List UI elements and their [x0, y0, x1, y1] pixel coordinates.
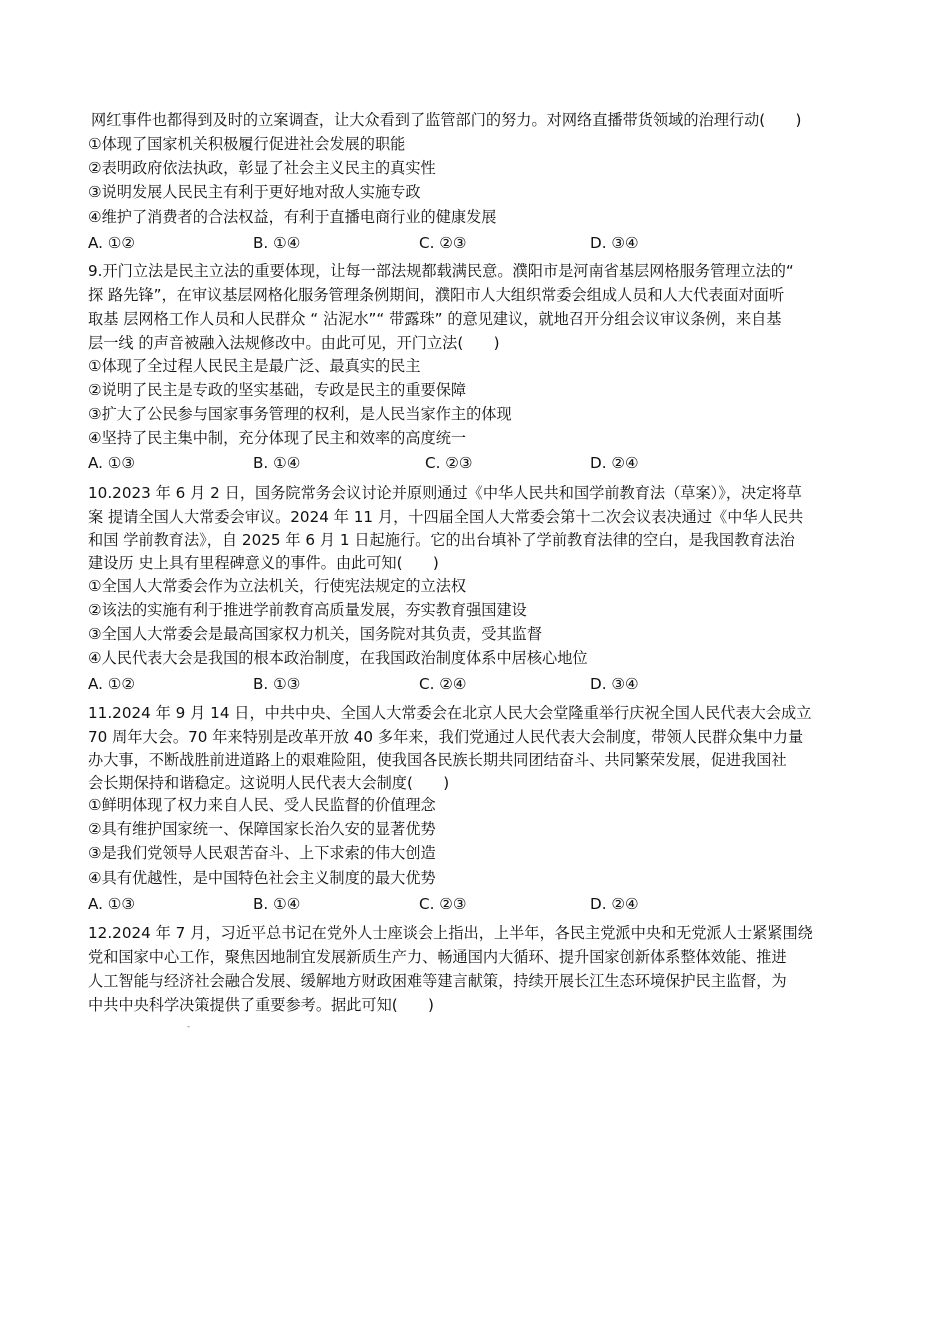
q9-stem-line-4: 层一线 的声音被融入法规修改中。由此可见，开门立法( ) — [88, 334, 500, 352]
q9-statement-3: ③扩大了公民参与国家事务管理的权利，是人民当家作主的体现 — [88, 405, 512, 423]
q8-choice-d[interactable]: D. ③④ — [590, 234, 639, 252]
q10-statement-4: ④人民代表大会是我国的根本政治制度，在我国政治制度体系中居核心地位 — [88, 649, 588, 667]
q8-stem-tail: 网红事件也都得到及时的立案调查，让大众看到了监管部门的努力。对网络直播带货领域的治理行动( ) — [91, 111, 802, 129]
q9-choice-b[interactable]: B. ①④ — [253, 454, 301, 472]
q12-stem-line-1: 12.2024 年 7 月，习近平总书记在党外人士座谈会上指出，上半年，各民主党派中央和无党派人士紧紧围绕 — [88, 924, 813, 942]
q8-statement-3: ③说明发展人民民主有利于更好地对敌人实施专政 — [88, 183, 421, 201]
q9-statement-2: ②说明了民主是专政的坚实基础，专政是民主的重要保障 — [88, 381, 467, 399]
q9-stem-line-2: 探 路先锋”，在审议基层网格化服务管理条例期间，濮阳市人大组织常委会组成人员和人大代表面对面听 — [88, 286, 785, 304]
q11-statement-1: ①鲜明体现了权力来自人民、受人民监督的价值理念 — [88, 796, 436, 814]
q8-choice-b[interactable]: B. ①④ — [253, 234, 301, 252]
q8-statement-4: ④维护了消费者的合法权益，有利于直播电商行业的健康发展 — [88, 208, 497, 226]
q11-stem-line-3: 办大事，不断战胜前进道路上的艰难险阻，使我国各民族长期共同团结奋斗、共同繁荣发展，促进我国社 — [88, 751, 787, 769]
q10-choice-c[interactable]: C. ②④ — [419, 675, 467, 693]
q10-statement-3: ③全国人大常委会是最高国家权力机关，国务院对其负责，受其监督 — [88, 625, 543, 643]
q10-choice-d[interactable]: D. ③④ — [590, 675, 639, 693]
q11-choice-d[interactable]: D. ②④ — [590, 895, 639, 913]
q8-statement-1: ①体现了国家机关积极履行促进社会发展的职能 — [88, 135, 406, 153]
q11-stem-line-2: 70 周年大会。70 年来特别是改革开放 40 多年来，我们党通过人民代表大会制度，带领人民群众集中力量 — [88, 728, 804, 746]
q9-choice-a[interactable]: A. ①③ — [88, 454, 136, 472]
q10-stem-line-4: 建设历 史上具有里程碑意义的事件。由此可知( ) — [88, 554, 439, 572]
q11-statement-2: ②具有维护国家统一、保障国家长治久安的显著优势 — [88, 820, 436, 838]
q8-choice-c[interactable]: C. ②③ — [419, 234, 467, 252]
q12-stem-line-4: 中共中央科学决策提供了重要参考。据此可知( ) — [88, 996, 434, 1014]
q10-statement-1: ①全国人大常委会作为立法机关，行使宪法规定的立法权 — [88, 577, 467, 595]
q11-stem-line-4: 会长期保持和谐稳定。这说明人民代表大会制度( ) — [88, 774, 450, 792]
q11-statement-3: ③是我们党领导人民艰苦奋斗、上下求索的伟大创造 — [88, 844, 436, 862]
q9-choice-d[interactable]: D. ②④ — [590, 454, 639, 472]
q9-choice-c[interactable]: C. ②③ — [425, 454, 473, 472]
q12-stem-line-3: 人工智能与经济社会融合发展、缓解地方财政困难等建言献策，持续开展长江生态环境保护民主监督，为 — [88, 972, 787, 990]
q8-statement-2: ②表明政府依法执政，彰显了社会主义民主的真实性 — [88, 159, 436, 177]
q10-stem-line-1: 10.2023 年 6 月 2 日，国务院常务会议讨论并原则通过《中华人民共和国学前教育法（草案）》，决定将草 — [88, 484, 802, 502]
q10-choice-a[interactable]: A. ①② — [88, 675, 136, 693]
q11-stem-line-1: 11.2024 年 9 月 14 日，中共中央、全国人大常委会在北京人民大会堂隆重举行庆祝全国人民代表大会成立 — [88, 704, 812, 722]
q9-stem-line-1: 9.开门立法是民主立法的重要体现，让每一部法规都载满民意。濮阳市是河南省基层网格服务管理立法的“ — [88, 262, 794, 280]
q11-choice-c[interactable]: C. ②③ — [419, 895, 467, 913]
q10-stem-line-2: 案 提请全国人大常委会审议。2024 年 11 月，十四届全国人大常委会第十二次会议表决通过《中华人民共 — [88, 508, 804, 526]
q10-choice-b[interactable]: B. ①③ — [253, 675, 301, 693]
q9-statement-1: ①体现了全过程人民民主是最广泛、最真实的民主 — [88, 357, 421, 375]
q11-choice-b[interactable]: B. ①④ — [253, 895, 301, 913]
q11-statement-4: ④具有优越性，是中国特色社会主义制度的最大优势 — [88, 869, 436, 887]
q10-statement-2: ②该法的实施有利于推进学前教育高质量发展，夯实教育强国建设 — [88, 601, 527, 619]
q10-stem-line-3: 和国 学前教育法》，自 2025 年 6 月 1 日起施行。它的出台填补了学前教育法律的空白，是我国教育法治 — [88, 531, 795, 549]
stray-mark: - — [187, 1022, 191, 1032]
q9-stem-line-3: 取基 层网格工作人员和人民群众 “ 沾泥水”“ 带露珠” 的意见建议，就地召开分组会议审议条例，来自基 — [88, 310, 782, 328]
q8-choice-a[interactable]: A. ①② — [88, 234, 136, 252]
q9-statement-4: ④坚持了民主集中制，充分体现了民主和效率的高度统一 — [88, 429, 467, 447]
q12-stem-line-2: 党和国家中心工作，聚焦因地制宜发展新质生产力、畅通国内大循环、提升国家创新体系整体效能、推进 — [88, 948, 787, 966]
q11-choice-a[interactable]: A. ①③ — [88, 895, 136, 913]
